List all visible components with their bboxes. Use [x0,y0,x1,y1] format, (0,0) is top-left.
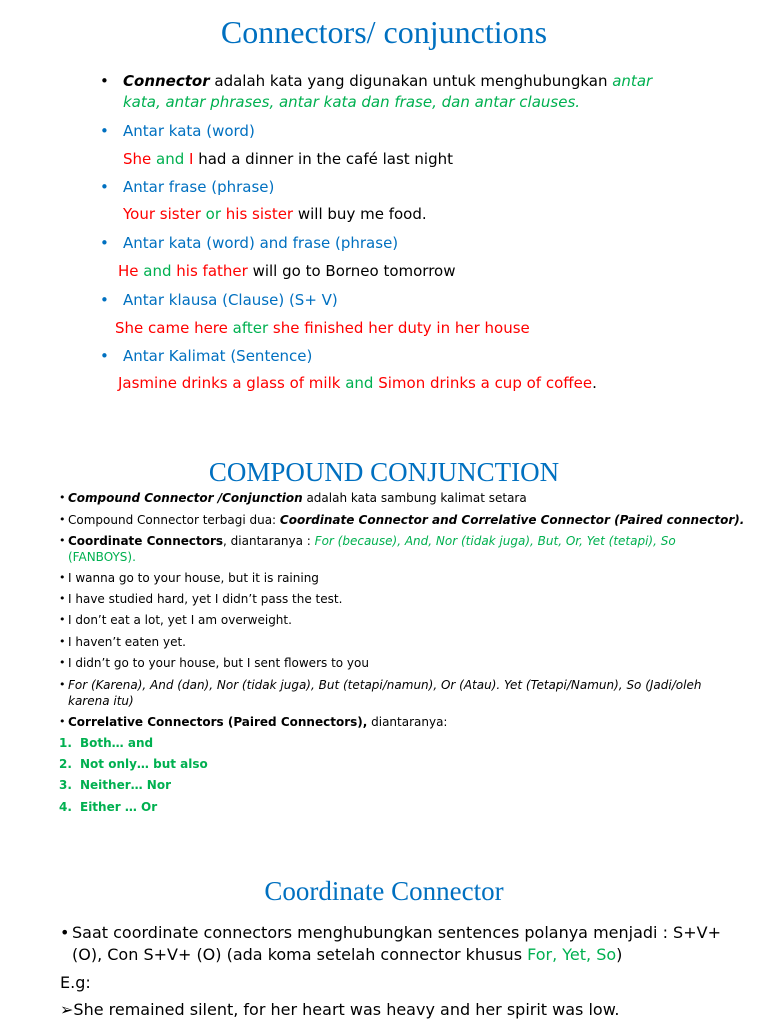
example-segment: she finished her duty in her house [272,319,530,337]
bullet-icon: • [59,534,66,547]
item-text: Neither… Nor [80,778,172,792]
coord-green: For, Yet, So [527,945,617,964]
section-example [123,205,427,223]
compound-line [68,635,186,649]
bullet-icon: • [100,122,109,140]
intro-line-1 [123,72,652,90]
example-segment: She [123,150,157,168]
bullet-icon: • [100,234,109,252]
intro-line-2: kata, antar phrases, antar kata dan frase, dan antar clauses. [123,93,581,111]
line-segment: For (Karena), And (dan), Nor (tidak juga), But (tetapi/namun), Or (Atau). Yet (Tetapi/Namun), So (Jadi/oleh [68,678,702,692]
slide2-title: COMPOUND CONJUNCTION [208,457,560,487]
item-number: 3. [59,778,72,792]
example-segment: I [189,150,199,168]
item-text: Either … Or [80,800,158,814]
correlative-item [59,800,157,814]
example-segment: or [205,205,226,223]
section-heading: Antar frase (phrase) [123,178,275,196]
section-example [118,262,456,280]
section-heading: Antar Kalimat (Sentence) [123,347,313,365]
eg-label: E.g: [60,973,91,992]
example-segment: had a dinner in the café last night [198,150,453,168]
line-segment: Compound Connector /Conjunction [68,491,303,505]
line-segment: , diantaranya : [223,534,315,548]
line-segment: Compound Connector terbagi dua: [68,513,280,527]
intro-text: adalah kata yang digunakan untuk menghubungkan [209,72,613,90]
line-segment: Coordinate Connector and Correlative Connector (Paired connector). [279,513,745,527]
item-number: 4. [59,800,72,814]
compound-line [68,592,342,606]
example-segment: and [345,374,379,392]
example-segment: will go to Borneo tomorrow [252,262,456,280]
line-segment: (FANBOYS). [68,550,136,564]
slide1-title: Connectors/ conjunctions [220,14,548,50]
coord-line-2-text: (O), Con S+V+ (O) (ada koma setelah connector khusus [72,945,528,964]
bullet-icon: • [59,656,66,669]
example-text: She remained silent, for her heart was heavy and her spirit was low. [73,1000,620,1019]
coord-line-2 [72,945,622,964]
bullet-icon: • [59,513,66,526]
bullet-icon: • [59,635,66,648]
example-segment: He [118,262,144,280]
intro-green-1: antar [612,72,653,90]
bullet-icon: • [100,291,109,309]
compound-line [68,513,744,527]
bullet-icon: • [59,592,66,605]
example-segment: his sister [225,205,298,223]
section-example [115,319,530,337]
example-segment: Your sister [123,205,206,223]
example-segment: . [592,374,597,392]
compound-line [68,571,319,585]
line-segment: Coordinate Connectors [68,534,224,548]
example-segment: She came here [115,319,233,337]
line-segment: For (because), And, Nor (tidak juga), But, Or, Yet (tetapi), So [314,534,676,548]
section-example [123,150,453,168]
line-segment: I didn’t go to your house, but I sent flowers to you [68,656,369,670]
line-segment: karena itu) [68,694,134,708]
line-segment: I wanna go to your house, but it is raining [68,571,319,585]
arrow-icon: ➢ [60,1000,74,1019]
example-segment: Jasmine drinks a glass of milk [118,374,346,392]
correlative-item [59,736,153,750]
compound-line [68,678,701,692]
item-number: 2. [59,757,72,771]
section-example [118,374,597,392]
example-segment: his father [176,262,253,280]
example-line [60,1000,619,1019]
compound-line [68,613,292,627]
compound-line-continued [68,550,136,564]
bullet-icon: • [100,72,109,90]
item-text: Both… and [80,736,154,750]
section-heading: Antar kata (word) [123,122,255,140]
line-segment: I haven’t eaten yet. [68,635,186,649]
example-segment: after [232,319,273,337]
example-segment: and [143,262,177,280]
line-segment: diantaranya: [367,715,448,729]
bullet-icon: • [59,613,66,626]
correlative-item [59,757,208,771]
bullet-icon: • [100,178,109,196]
bullet-icon: • [59,571,66,584]
coord-line-1: Saat coordinate connectors menghubungkan sentences polanya menjadi : S+V+ [72,923,721,942]
slide3-title: Coordinate Connector [264,876,504,906]
coord-end: ) [616,945,623,964]
bullet-icon: • [100,347,109,365]
compound-line [68,491,527,505]
item-text: Not only… but also [80,757,208,771]
bullet-icon: • [59,678,66,691]
compound-line-continued [68,694,134,708]
section-heading: Antar klausa (Clause) (S+ V) [123,291,338,309]
section-heading: Antar kata (word) and frase (phrase) [123,234,399,252]
bullet-icon: • [59,715,66,728]
line-segment: adalah kata sambung kalimat setara [302,491,527,505]
line-segment: I have studied hard, yet I didn’t pass the test. [68,592,343,606]
compound-line [68,715,447,729]
compound-line [68,534,676,548]
connector-term: Connector [123,72,210,90]
line-segment: I don’t eat a lot, yet I am overweight. [68,613,292,627]
compound-line [68,656,369,670]
correlative-item [59,778,171,792]
example-segment: Simon drinks a cup of coffee [378,374,593,392]
example-segment: and [156,150,190,168]
item-number: 1. [59,736,72,750]
bullet-icon: • [60,923,70,942]
line-segment: Correlative Connectors (Paired Connectors), [68,715,368,729]
example-segment: will buy me food. [297,205,427,223]
bullet-icon: • [59,491,66,504]
